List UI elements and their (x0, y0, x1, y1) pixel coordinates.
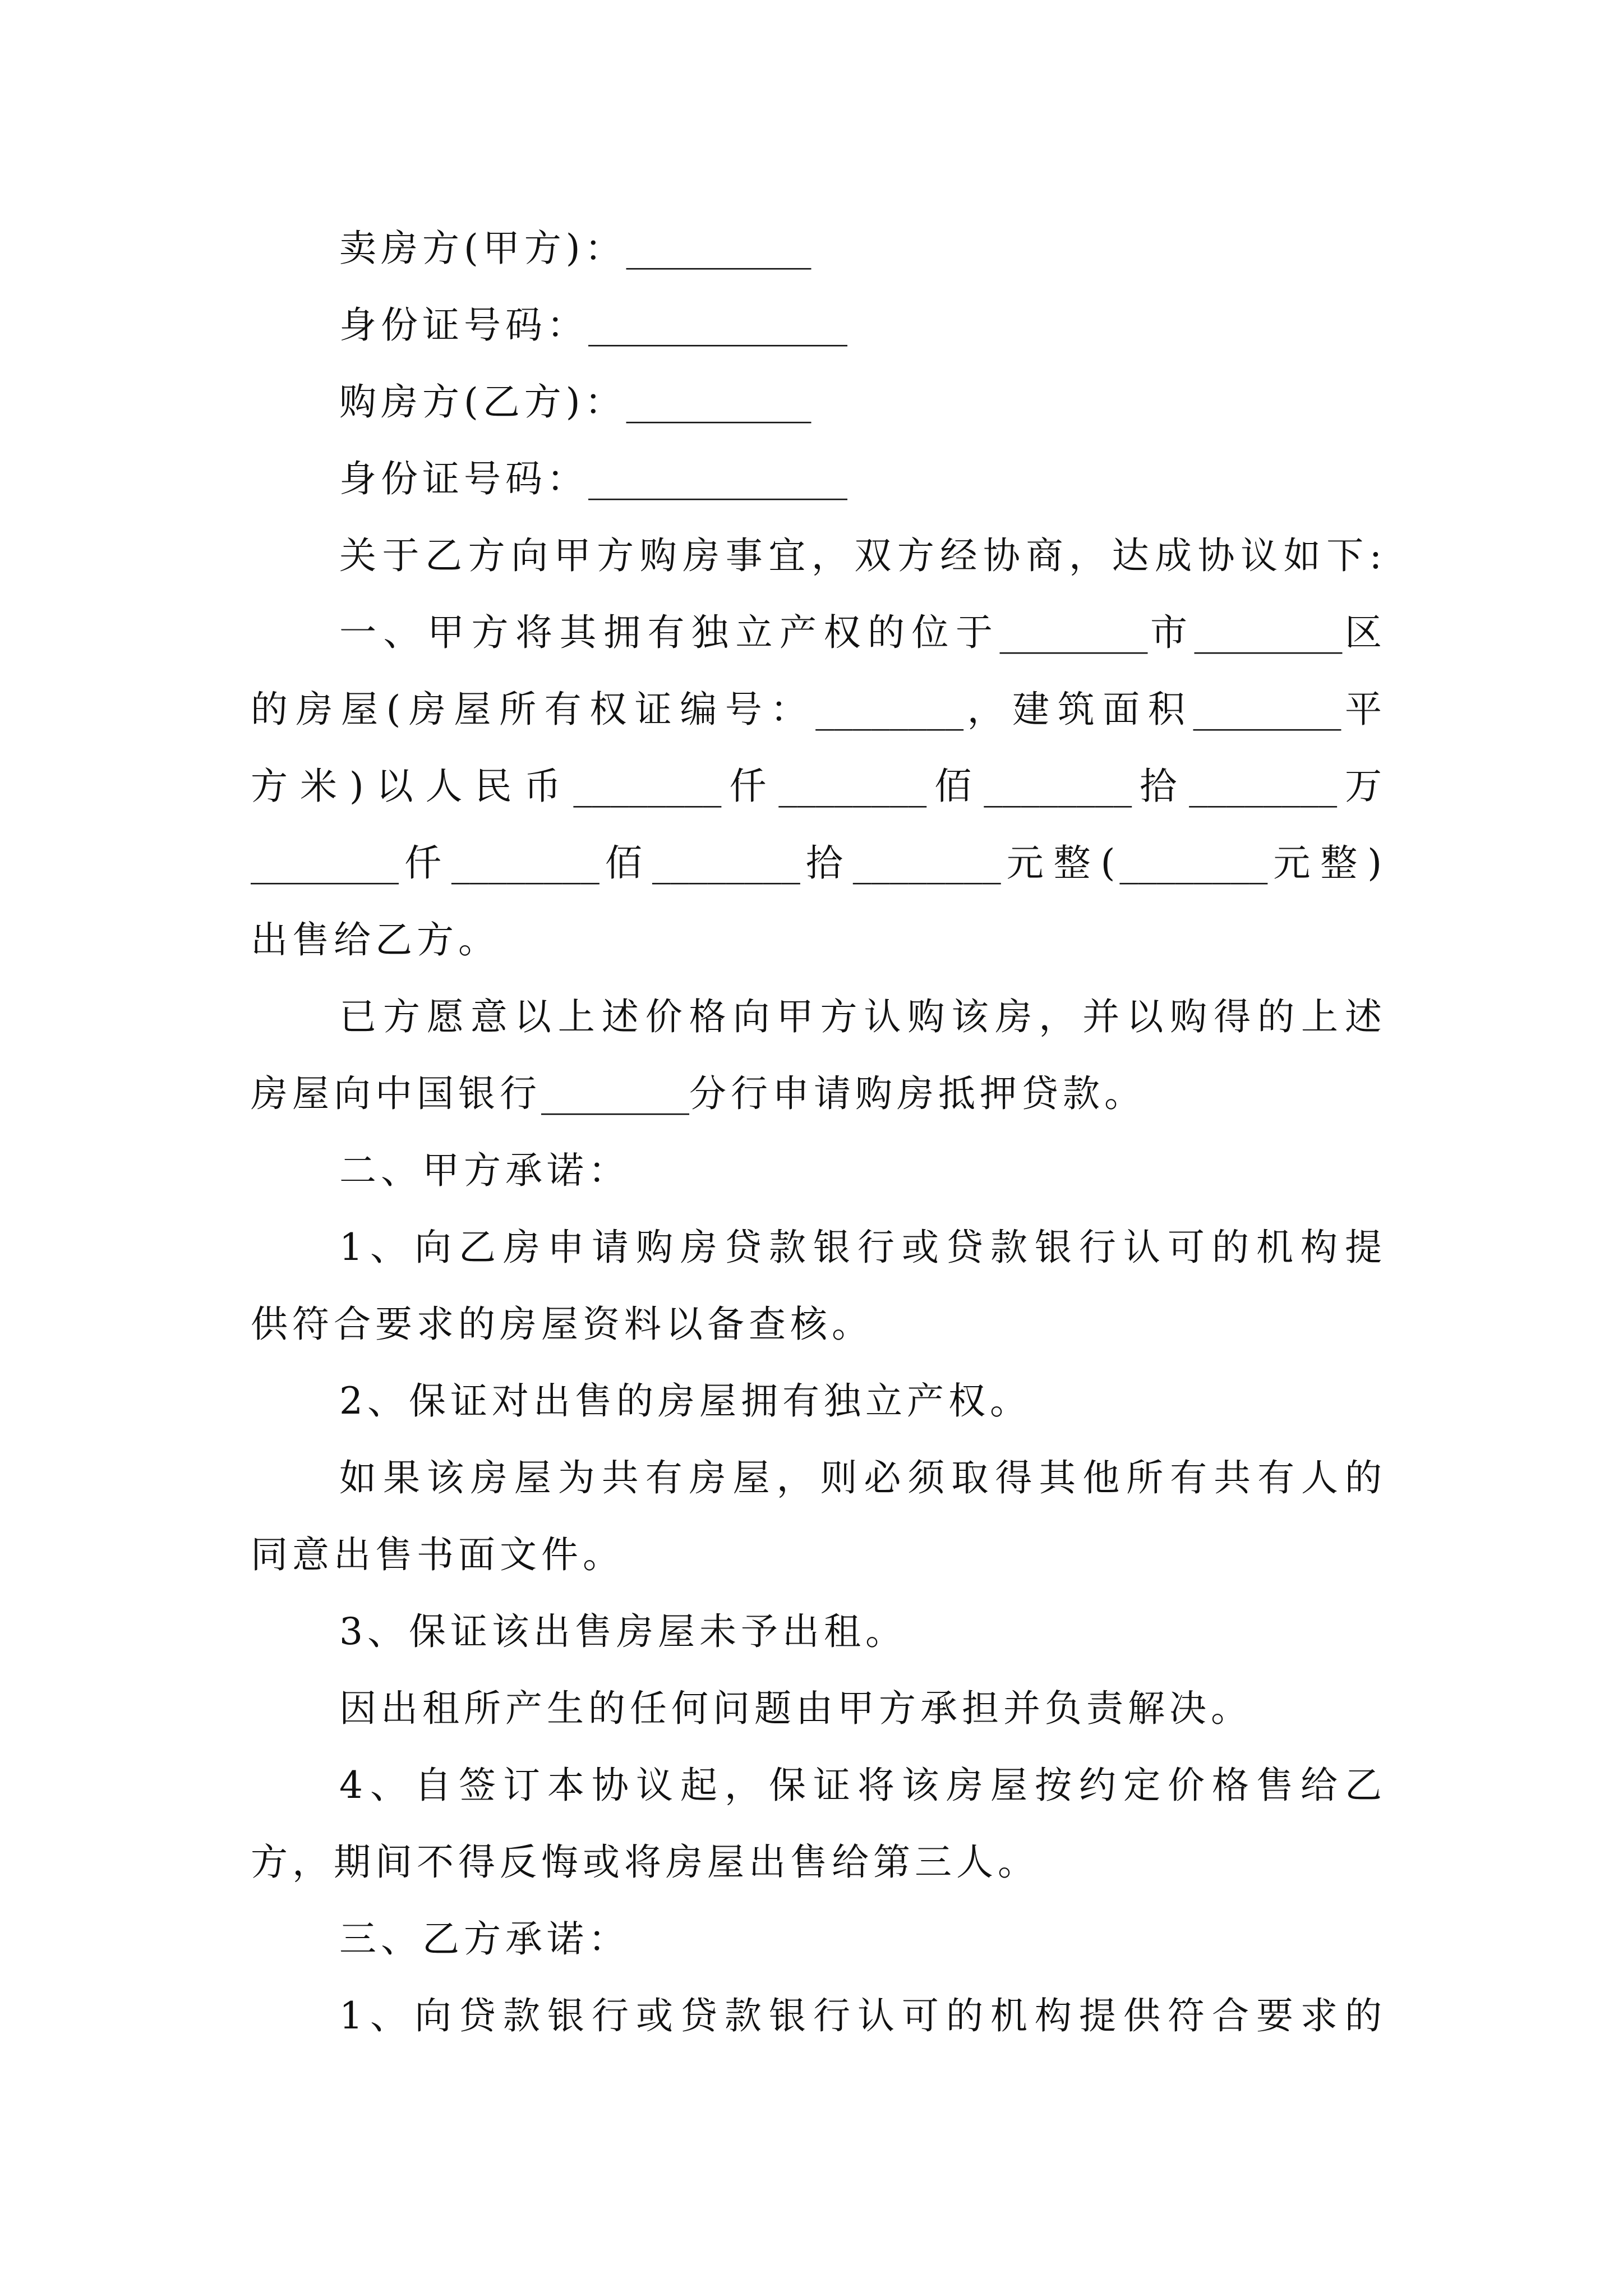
clause-1-line-4 (251, 825, 1386, 901)
buyer-id-line (251, 440, 1386, 517)
section-2-item-3 (251, 1593, 1386, 1670)
line-text: 拾 (800, 841, 853, 885)
section-2-item-4-line-1 (251, 1747, 1386, 1824)
bank-branch-blank: ________ (541, 1072, 689, 1115)
line-text: 如果该房屋为共有房屋，则必须取得其他所有共有人的 (339, 1456, 1386, 1499)
buyer-id-label: 身份证号码： (339, 457, 588, 500)
section-2-item-1-line-2 (251, 1286, 1386, 1363)
line-text: 佰 (599, 841, 652, 885)
amount-blank: ________ (1189, 765, 1338, 808)
amount-blank: ________ (852, 841, 1001, 885)
line-text: 3、保证该出售房屋未予出租。 (339, 1610, 907, 1653)
line-text: 仟 (399, 841, 451, 885)
loan-paragraph-line-2 (251, 1055, 1386, 1132)
buyer-id-blank: ______________ (588, 457, 847, 500)
line-text: 三、乙方承诺： (339, 1917, 630, 1961)
line-text: 因出租所产生的任何问题由甲方承担并负责解决。 (339, 1687, 1252, 1730)
line-text: 市 (1147, 611, 1195, 654)
floor-area-blank: ________ (1193, 688, 1341, 731)
certificate-number-blank: ________ (815, 688, 964, 731)
section-3-item-1-line-1 (251, 1977, 1386, 2054)
loan-paragraph-line-1 (251, 978, 1386, 1055)
line-text: 拾 (1132, 765, 1189, 808)
section-3-heading (251, 1901, 1386, 1977)
line-text: 方，期间不得反悔或将房屋出售给第三人。 (251, 1841, 1039, 1884)
buyer-name-blank: __________ (626, 380, 811, 424)
section-2-item-3-note (251, 1670, 1386, 1747)
seller-id-line (251, 287, 1386, 364)
amount-blank: ________ (451, 841, 600, 885)
clause-1-line-1 (251, 594, 1386, 671)
line-text: 元整( (1000, 841, 1120, 885)
amount-numeric-blank: ________ (1119, 841, 1268, 885)
buyer-label: 购房方(乙方)： (339, 380, 626, 424)
line-text: 方米)以人民币 (251, 765, 574, 808)
line-text: 关于乙方向甲方购房事宜，双方经协商，达成协议如下: (339, 534, 1386, 577)
seller-id-label: 身份证号码： (339, 303, 588, 347)
line-text: 的房屋(房屋所有权证编号： (251, 688, 816, 731)
line-text: 仟 (721, 765, 779, 808)
seller-line (251, 210, 1386, 287)
agreement-intro (251, 517, 1386, 594)
seller-id-blank: ______________ (588, 303, 847, 347)
district-blank: ________ (1194, 611, 1343, 654)
line-text: 元整) (1267, 841, 1386, 885)
line-text: 4、自签订本协议起，保证将该房屋按约定价格售给乙 (339, 1764, 1386, 1807)
line-text: 万 (1337, 765, 1386, 808)
amount-blank: ________ (778, 765, 927, 808)
line-text: 供符合要求的房屋资料以备查核。 (251, 1303, 873, 1346)
seller-name-blank: __________ (626, 227, 811, 270)
section-2-item-2 (251, 1363, 1386, 1439)
amount-blank: ________ (573, 765, 722, 808)
amount-blank: ________ (251, 841, 399, 885)
line-text: 平 (1341, 688, 1386, 731)
amount-blank: ________ (984, 765, 1132, 808)
section-2-item-4-line-2 (251, 1824, 1386, 1901)
line-text: 同意出售书面文件。 (251, 1533, 624, 1576)
line-text: 分行申请购房抵押贷款。 (689, 1072, 1146, 1115)
seller-label: 卖房方(甲方)： (339, 227, 626, 270)
line-text: 出售给乙方。 (251, 918, 500, 961)
line-text: 2、保证对出售的房屋拥有独立产权。 (339, 1379, 1031, 1423)
clause-1-line-2 (251, 671, 1386, 748)
line-text: 区 (1342, 611, 1386, 654)
line-text: 1、向乙房申请购房贷款银行或贷款银行认可的机构提 (339, 1226, 1386, 1269)
line-text: 1、向贷款银行或贷款银行认可的机构提供符合要求的 (339, 1994, 1386, 2037)
clause-1-line-5 (251, 901, 1386, 978)
agreement-body (251, 210, 1386, 2054)
section-2-item-1-line-1 (251, 1209, 1386, 1286)
buyer-line (251, 364, 1386, 440)
line-text: 佰 (926, 765, 984, 808)
line-text: 二、甲方承诺： (339, 1149, 630, 1192)
section-2-item-2-note-line-2 (251, 1516, 1386, 1593)
section-2-heading (251, 1132, 1386, 1209)
line-text: 房屋向中国银行 (251, 1072, 541, 1115)
line-text: 已方愿意以上述价格向甲方认购该房，并以购得的上述 (339, 995, 1386, 1038)
line-text: 一、甲方将其拥有独立产权的位于 (339, 611, 1000, 654)
amount-blank: ________ (652, 841, 800, 885)
section-2-item-2-note-line-1 (251, 1439, 1386, 1516)
line-text: ，建筑面积 (963, 688, 1193, 731)
city-blank: ________ (999, 611, 1148, 654)
clause-1-line-3 (251, 748, 1386, 825)
